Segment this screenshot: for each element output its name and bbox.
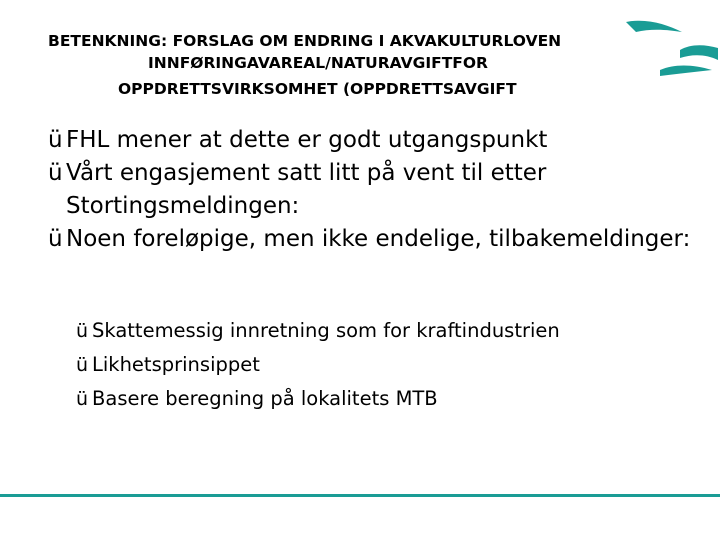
list-item [76, 348, 716, 382]
check-bullet-icon: ü [48, 127, 63, 153]
sub-bullet-text: Basere beregning på lokalitets MTB [92, 387, 438, 410]
check-bullet-icon: ü [76, 388, 89, 410]
bullet-text: Vårt engasjement satt litt på vent til etter Stortingsmeldingen: [66, 160, 547, 219]
sub-bullet-text: Likhetsprinsippet [92, 353, 260, 376]
title-line-2: INNFØRINGAVAREAL/NATURAVGIFTFOR [148, 54, 488, 72]
list-item [48, 157, 708, 223]
check-bullet-icon: ü [76, 354, 89, 376]
bullet-list [48, 124, 708, 256]
bullet-text: FHL mener at dette er godt utgangspunkt [66, 127, 548, 153]
title-line-1: BETENKNING: FORSLAG OM ENDRING I AKVAKULTURLOVEN [48, 32, 562, 50]
footer-divider [0, 494, 720, 497]
list-item [48, 223, 708, 256]
check-bullet-icon: ü [76, 320, 89, 342]
list-item [48, 124, 708, 157]
bullet-text: Noen foreløpige, men ikke endelige, tilbakemeldinger: [66, 226, 691, 252]
list-item [76, 382, 716, 416]
check-bullet-icon: ü [48, 226, 63, 252]
sub-bullet-list [76, 314, 716, 416]
list-item [76, 314, 716, 348]
fhl-wave-logo-icon [622, 14, 720, 82]
title-line-3: OPPDRETTSVIRKSOMHET (OPPDRETTSAVGIFT [118, 80, 517, 98]
check-bullet-icon: ü [48, 160, 63, 186]
sub-bullet-text: Skattemessig innretning som for kraftindustrien [92, 319, 560, 342]
